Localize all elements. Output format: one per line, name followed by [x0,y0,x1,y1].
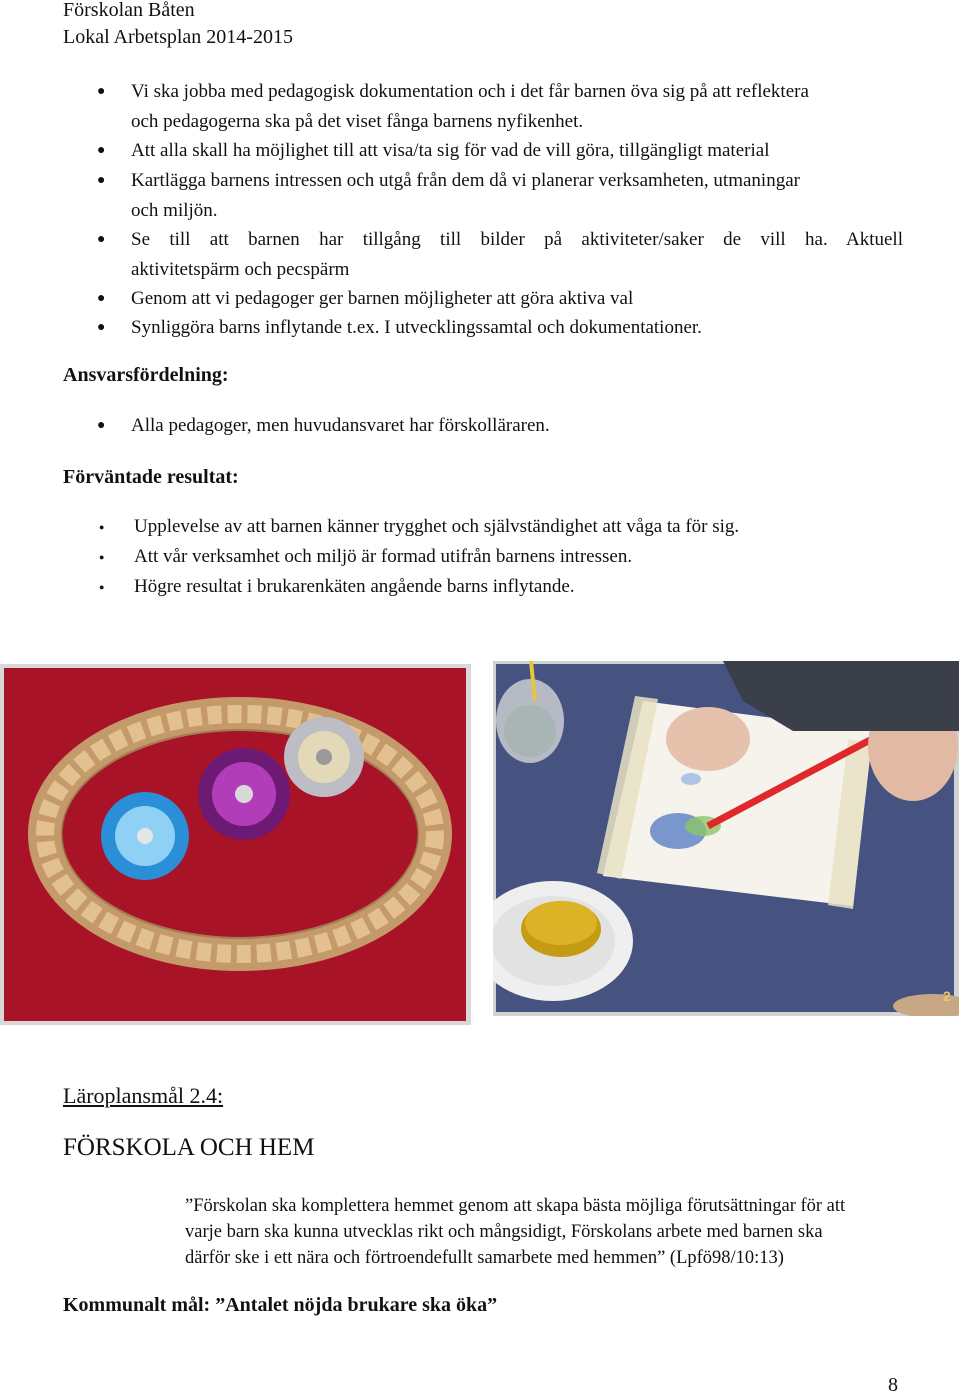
bullet-icon: ● [99,582,105,592]
list-item-line: Upplevelse av att barnen känner trygghet och självständighet att våga ta för sig. [134,516,740,537]
photo-watercolor-painting [493,661,959,1016]
quote-line: därför ske i ett nära och förtroendefullt samarbete med hemmen” (Lpfö98/10:13) [185,1248,784,1268]
bullet-icon: ● [97,291,106,306]
quote-line: varje barn ska kunna utvecklas rikt och mångsidigt, Förskolans arbete med barnen ska [185,1222,823,1242]
list-item-line: Högre resultat i brukarenkäten angående barns inflytande. [134,576,575,597]
bullet-icon: ● [99,522,105,532]
bullet-icon: ● [97,232,106,247]
quote-line: ”Förskolan ska komplettera hemmet genom att skapa bästa möjliga förutsättningar för att [185,1196,846,1216]
curriculum-label: Läroplansmål 2.4: [63,1083,224,1108]
bullet-icon: ● [99,552,105,562]
list-item-line: Synliggöra barns inflytande t.ex. I utvecklingssamtal och dokumentationer. [131,317,702,338]
page-number: 8 [888,1374,898,1396]
list-item-line: Att alla skall ha möjlighet till att visa/ta sig för vad de vill göra, tillgängligt material [131,140,770,161]
photo-watercolor-painting-icon [493,661,959,1016]
list-item-line: och pedagogerna ska på det viset fånga barnens nyfikenhet. [131,110,584,132]
list-item-line: och miljön. [131,199,218,221]
photo-corner-mark: 2 [943,988,951,1004]
list-item-line: aktivitetspärm och pecspärm [131,258,350,280]
curriculum-title: FÖRSKOLA OCH HEM [63,1134,315,1161]
bullet-icon: ● [97,173,106,188]
photo-blocks-and-cds [0,664,471,1025]
list-item-line: Att vår verksamhet och miljö är formad utifrån barnens intressen. [134,546,633,567]
list-item-line: Genom att vi pedagoger ger barnen möjligheter att göra aktiva val [131,288,634,309]
list-item-line: Se till att barnen har tillgång till bilder på aktiviteter/saker de vill ha. Aktuell [131,229,903,250]
list-item-line: Vi ska jobba med pedagogisk dokumentation och i det får barnen öva sig på att reflektera [131,81,809,102]
photo-blocks-and-cds-icon [0,664,471,1025]
responsibility-heading: Ansvarsfördelning: [63,364,229,386]
list-item-line: Kartlägga barnens intressen och utgå från dem då vi planerar verksamheten, utmaningar [131,170,800,191]
bullet-icon: ● [97,418,106,433]
header-plan-title: Lokal Arbetsplan 2014-2015 [63,26,293,48]
bullet-icon: ● [97,143,106,158]
bullet-icon: ● [97,320,106,335]
bullet-icon: ● [97,84,106,99]
list-item-line: Alla pedagoger, men huvudansvaret har förskolläraren. [131,415,550,436]
header-school-name: Förskolan Båten [63,0,195,21]
curriculum-quote [185,1193,905,1271]
municipal-goal: Kommunalt mål: ”Antalet nöjda brukare ska öka” [63,1294,498,1316]
expected-results-heading: Förväntade resultat: [63,466,239,488]
